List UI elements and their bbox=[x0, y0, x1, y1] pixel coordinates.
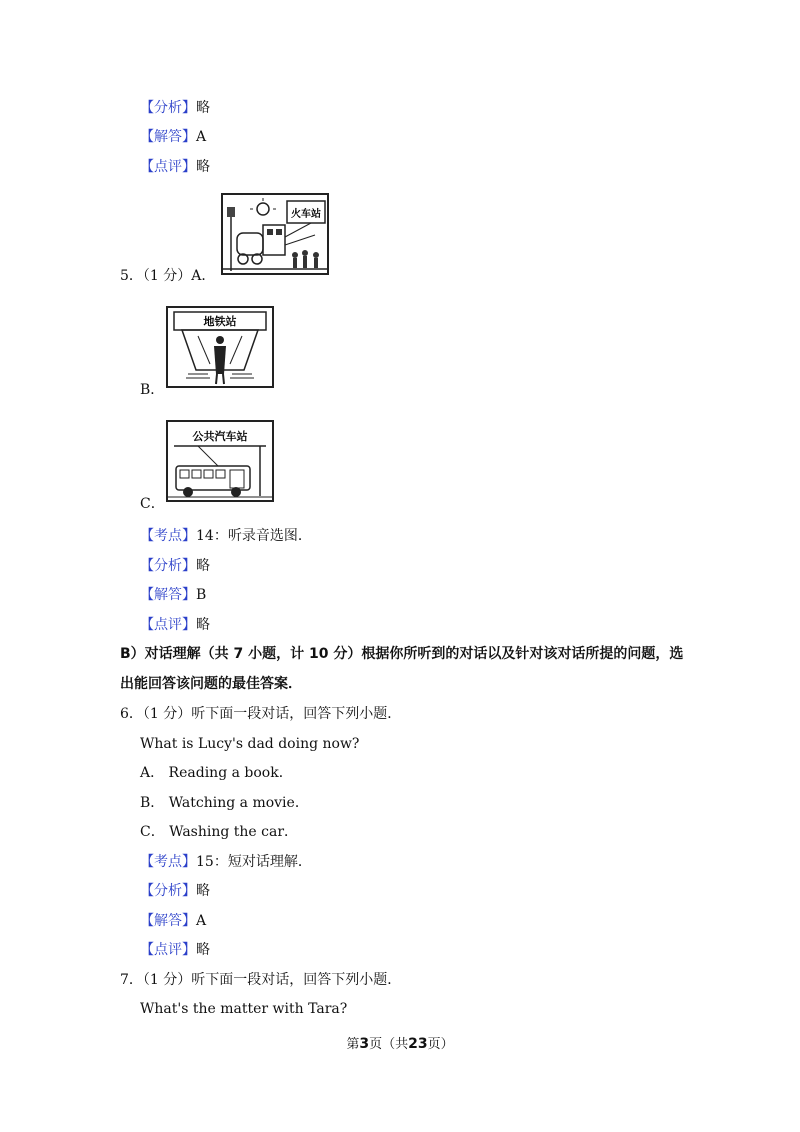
q6-point bbox=[140, 852, 312, 872]
analysis-text: 略 bbox=[196, 558, 210, 574]
q4-answer bbox=[140, 127, 206, 147]
section-b-heading-line2: 出能回答该问题的最佳答案． bbox=[120, 676, 302, 692]
comment-text: 略 bbox=[196, 159, 210, 175]
q6-option-a: A． Reading a book． bbox=[140, 765, 293, 781]
q6-stem: 6．（1 分）听下面一段对话，回答下列小题． bbox=[120, 706, 402, 722]
comment-tag: 【点评】 bbox=[140, 617, 196, 633]
subway-station-image bbox=[166, 306, 274, 388]
q6-analysis bbox=[140, 881, 210, 901]
subway-station-drawing bbox=[168, 308, 272, 386]
q6-question: What is Lucy's dad doing now? bbox=[140, 736, 360, 752]
point-text: 14：听录音选图． bbox=[196, 528, 312, 544]
q5-analysis bbox=[140, 556, 210, 576]
analysis-tag: 【分析】 bbox=[140, 883, 196, 899]
q5-answer bbox=[140, 585, 206, 605]
q5-comment bbox=[140, 615, 210, 635]
analysis-text: 略 bbox=[196, 883, 210, 899]
q5-option-c: C． bbox=[140, 496, 165, 512]
q5-number: 5．（1 分）A． bbox=[120, 268, 216, 284]
q4-comment bbox=[140, 157, 210, 177]
bus-station-drawing bbox=[168, 422, 272, 500]
q7-question: What's the matter with Tara? bbox=[140, 1001, 348, 1017]
comment-tag: 【点评】 bbox=[140, 159, 196, 175]
footer-suffix: 页） bbox=[427, 1037, 454, 1052]
comment-text: 略 bbox=[196, 617, 210, 633]
train-sign-text: 火车站 bbox=[291, 209, 321, 220]
train-station-drawing bbox=[223, 195, 327, 273]
train-station-image bbox=[221, 193, 329, 275]
point-tag: 【考点】 bbox=[140, 528, 196, 544]
footer-prefix: 第 bbox=[346, 1037, 360, 1052]
answer-text: B bbox=[196, 587, 207, 603]
comment-tag: 【点评】 bbox=[140, 942, 196, 958]
footer-page-number: 3 bbox=[359, 1036, 370, 1052]
answer-tag: 【解答】 bbox=[140, 913, 196, 929]
bus-station-image bbox=[166, 420, 274, 502]
q4-analysis bbox=[140, 98, 210, 118]
point-tag: 【考点】 bbox=[140, 854, 196, 870]
answer-tag: 【解答】 bbox=[140, 587, 196, 603]
q7-stem: 7．（1 分）听下面一段对话，回答下列小题． bbox=[120, 972, 402, 988]
footer-total-pages: 23 bbox=[408, 1036, 428, 1052]
subway-sign-text: 地铁站 bbox=[203, 315, 237, 328]
analysis-text: 略 bbox=[196, 100, 210, 116]
bus-sign-text: 公共汽车站 bbox=[192, 430, 248, 443]
point-text: 15：短对话理解． bbox=[196, 854, 312, 870]
q5-point bbox=[140, 526, 312, 546]
answer-text: A bbox=[196, 913, 207, 929]
footer-mid: 页（共 bbox=[369, 1037, 409, 1052]
answer-tag: 【解答】 bbox=[140, 129, 196, 145]
analysis-tag: 【分析】 bbox=[140, 100, 196, 116]
q6-option-b: B． Watching a movie． bbox=[140, 795, 309, 811]
q6-option-c: C． Washing the car． bbox=[140, 824, 299, 840]
q6-comment bbox=[140, 940, 210, 960]
q5-option-b: B． bbox=[140, 382, 165, 398]
page-footer bbox=[0, 1033, 800, 1052]
section-b-heading-line1: B）对话理解（共 7 小题，计 10 分）根据你所听到的对话以及针对该对话所提的问题，选 bbox=[120, 646, 684, 662]
comment-text: 略 bbox=[196, 942, 210, 958]
q6-answer bbox=[140, 911, 206, 931]
analysis-tag: 【分析】 bbox=[140, 558, 196, 574]
answer-text: A bbox=[196, 129, 207, 145]
